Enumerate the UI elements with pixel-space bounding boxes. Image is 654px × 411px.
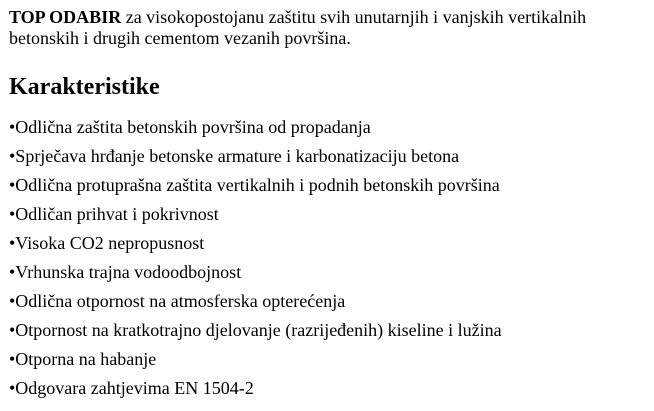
feature-item: •Odličan prihvat i pokrivnost [9, 204, 219, 224]
feature-item: •Odlična otpornost na atmosferska opterećenja [9, 291, 346, 311]
feature-item: •Otpornost na kratkotrajno djelovanje (razrijeđenih) kiseline i lužina [9, 320, 502, 340]
intro-text: za visokopostojanu zaštitu svih unutarnjih i vanjskih vertikalnih betonskih i drugih cementom vezanih površina. [9, 7, 587, 48]
feature-item: •Vrhunska trajna vodoodbojnost [9, 262, 242, 282]
intro-paragraph [9, 7, 649, 49]
feature-item: •Otporna na habanje [9, 349, 157, 369]
feature-list [9, 113, 502, 403]
feature-item: •Sprječava hrđanje betonske armature i karbonatizaciju betona [9, 146, 460, 166]
feature-item: •Odlična zaštita betonskih površina od propadanja [9, 117, 371, 137]
feature-item: •Odlična protuprašna zaštita vertikalnih i podnih betonskih površina [9, 175, 500, 195]
section-heading: Karakteristike [9, 74, 160, 100]
feature-item: •Odgovara zahtjevima EN 1504-2 [9, 378, 254, 398]
brand-name: TOP ODABIR [9, 7, 122, 27]
feature-item: •Visoka CO2 nepropusnost [9, 233, 205, 253]
